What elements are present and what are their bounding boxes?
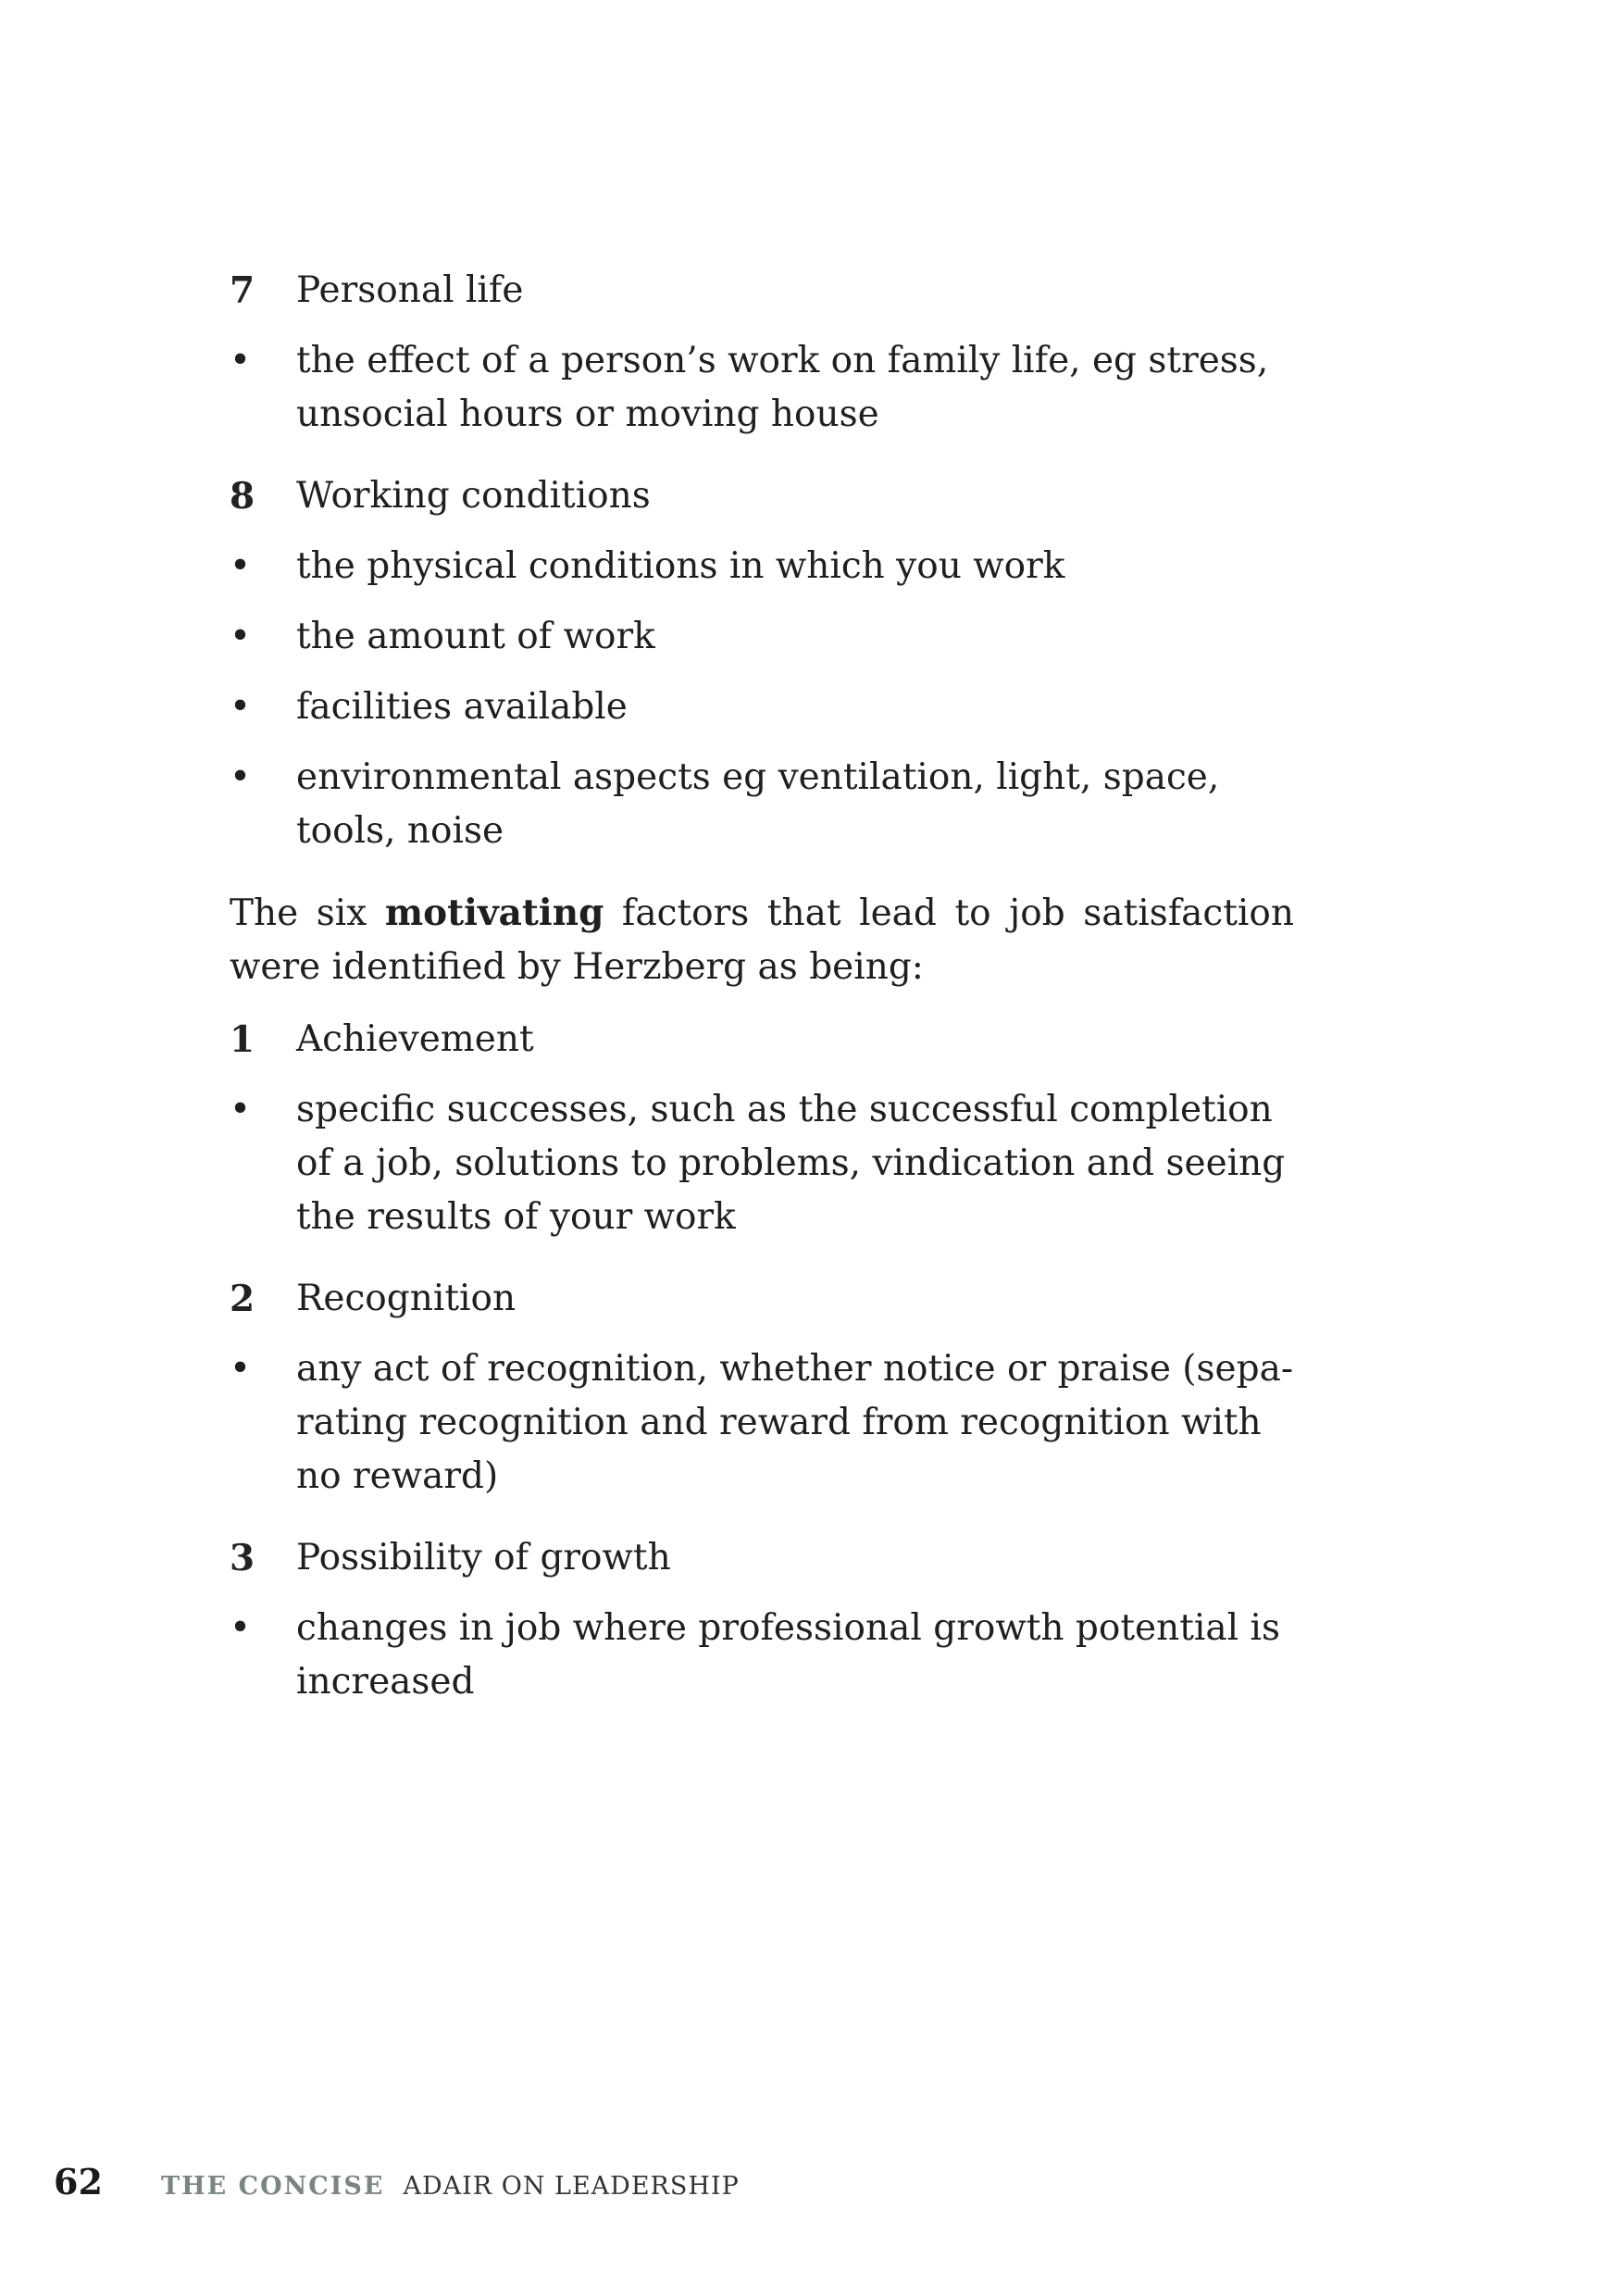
bullet-item [230,1342,1294,1504]
list-section-achievement [230,1013,1294,1244]
bullet-icon: • [230,616,252,657]
numbered-heading [230,469,1294,523]
bullet-icon: • [230,545,252,587]
bullet-text: any act of recognition, whether notice or praise (sepa-rating recognition and reward from recognition with no reward) [296,1348,1294,1497]
list-section-recognition [230,1272,1294,1504]
page-content [230,264,1294,1737]
numbered-heading [230,1013,1294,1067]
bullet-item [230,680,1294,734]
book-title: ADAIR ON LEADERSHIP [403,2172,740,2201]
bullet-list [230,540,1294,858]
list-section-personal-life [230,264,1294,442]
bullet-icon: • [230,1089,252,1130]
item-title: Recognition [296,1278,517,1319]
bullet-item [230,751,1294,858]
page-number: 62 [54,2161,103,2202]
item-number: 3 [230,1537,255,1579]
bullet-text: facilities available [296,686,628,728]
item-title: Personal life [296,269,524,311]
list-section-working-conditions [230,469,1294,858]
page-footer [54,2161,740,2202]
intro-text-end: factors that lead to job satisfaction were identified by Herzberg as being: [230,892,1294,988]
bullet-text: changes in job where professional growth potential is increased [296,1607,1280,1703]
bullet-icon: • [230,756,252,798]
bullet-item [230,1083,1294,1244]
intro-text-start: The six [230,892,385,934]
numbered-heading [230,1272,1294,1326]
intro-paragraph [230,886,1294,994]
item-number: 8 [230,475,255,518]
bullet-list [230,1602,1294,1709]
bullet-item [230,540,1294,593]
bullet-item [230,1602,1294,1709]
bullet-list [230,334,1294,442]
item-number: 7 [230,269,255,312]
bullet-text: the physical conditions in which you work [296,545,1065,587]
list-section-possibility-of-growth [230,1531,1294,1709]
bullet-text: the effect of a person’s work on family life, eg stress, unsocial hours or moving house [296,340,1269,435]
bullet-list [230,1342,1294,1504]
numbered-heading [230,264,1294,318]
bullet-text: specific successes, such as the successful completion of a job, solutions to problems, vindication and seeing the results of your work [296,1089,1286,1238]
item-title: Achievement [296,1018,534,1060]
series-title: THE CONCISE [161,2172,385,2201]
bullet-icon: • [230,1607,252,1649]
item-number: 1 [230,1018,255,1061]
bullet-item [230,334,1294,442]
item-number: 2 [230,1278,255,1320]
bullet-icon: • [230,1348,252,1390]
intro-bold-term: motivating [384,892,604,934]
bullet-icon: • [230,340,252,381]
bullet-icon: • [230,686,252,728]
bullet-item [230,610,1294,664]
bullet-text: environmental aspects eg ventilation, light, space, tools, noise [296,756,1220,852]
bullet-list [230,1083,1294,1244]
numbered-heading [230,1531,1294,1585]
item-title: Working conditions [296,475,651,517]
bullet-text: the amount of work [296,616,655,657]
item-title: Possibility of growth [296,1537,671,1578]
